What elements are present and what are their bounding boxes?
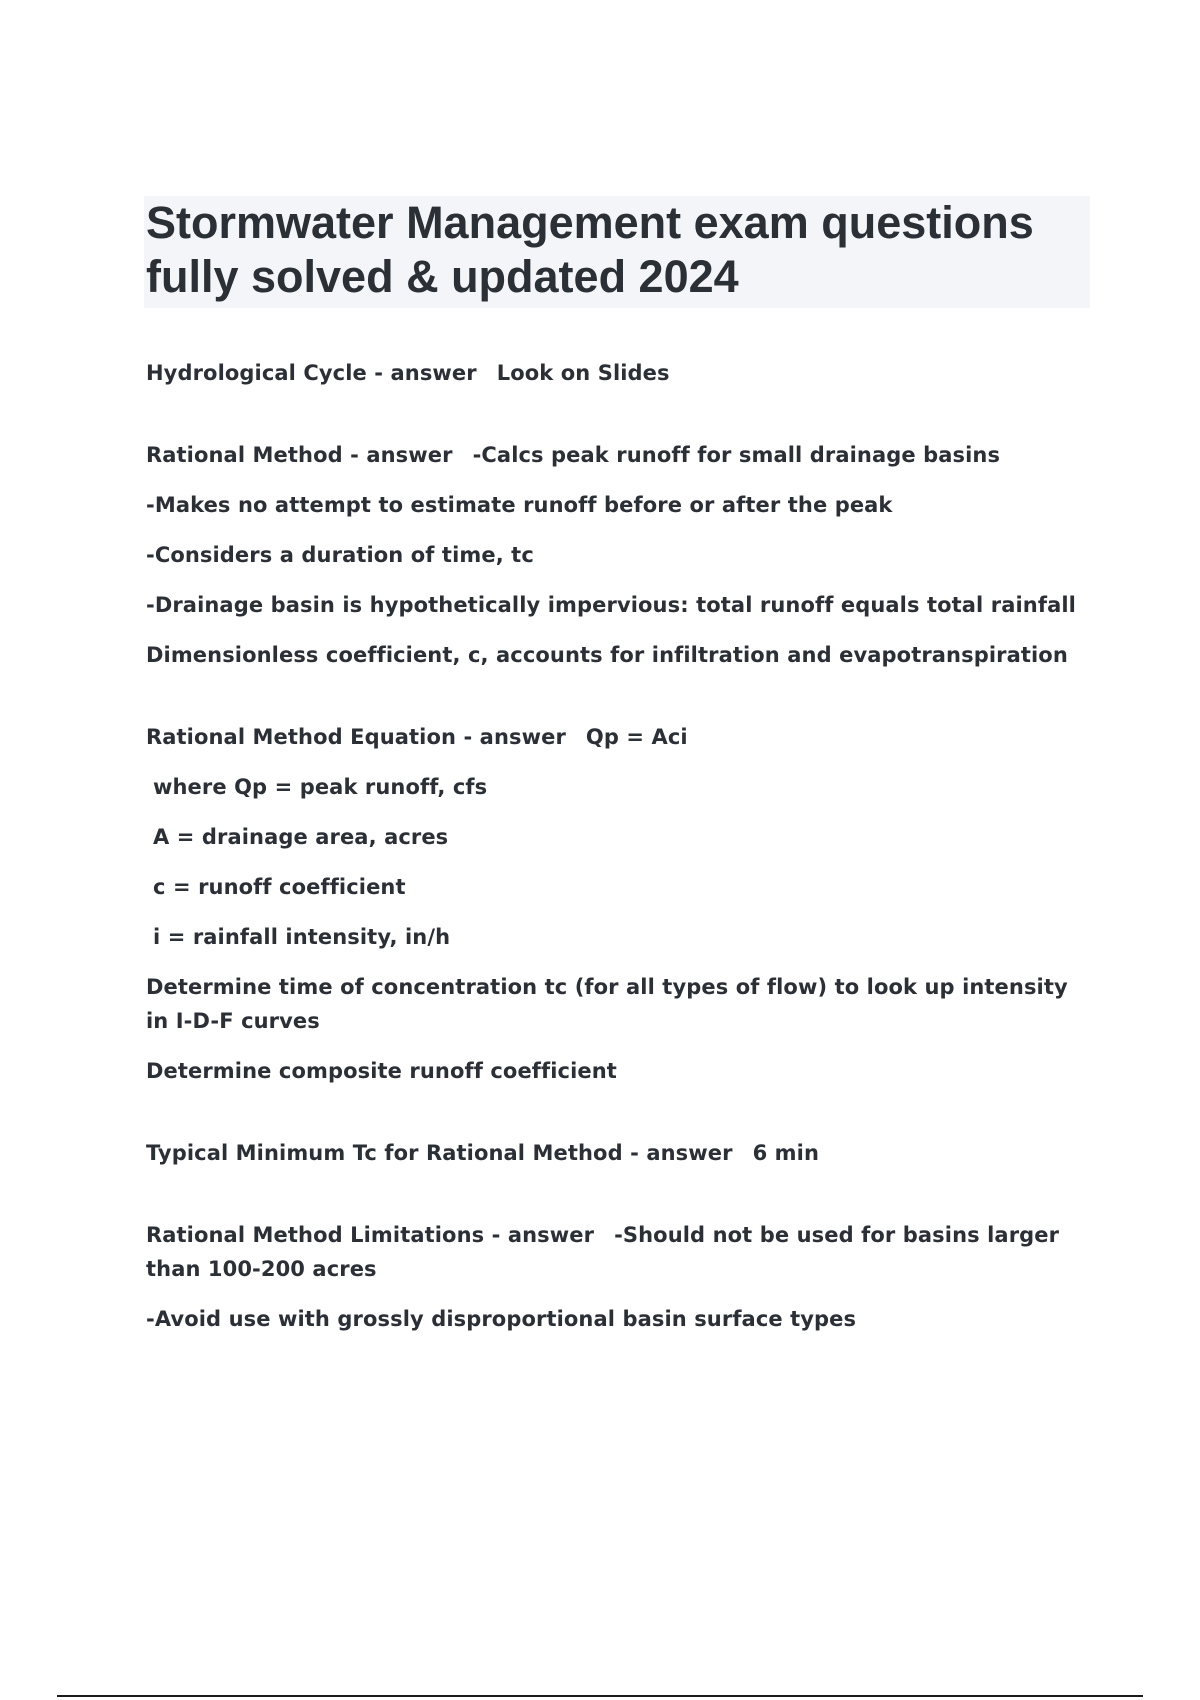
qa-question: Typical Minimum Tc for Rational Method - answer (146, 1141, 733, 1165)
qa-question-line (146, 356, 1090, 390)
qa-answer-line: where Qp = peak runoff, cfs (153, 775, 488, 799)
qa-item (146, 720, 1090, 1088)
qa-question: Hydrological Cycle - answer (146, 361, 477, 385)
qa-question-line (146, 438, 1090, 472)
qa-answer-line: Determine composite runoff coefficient (146, 1059, 617, 1083)
footer-divider (57, 1695, 1143, 1697)
qa-answer-line: i = rainfall intensity, in/h (153, 925, 451, 949)
qa-answer-line: A = drainage area, acres (153, 825, 449, 849)
qa-question: Rational Method Equation - answer (146, 725, 566, 749)
qa-answer: Qp = Aci (585, 725, 688, 749)
qa-answer-line: Determine time of concentration tc (for all types of flow) to look up intensity in I-D-F curves (146, 975, 1068, 1033)
qa-answer-line: -Considers a duration of time, tc (146, 543, 534, 567)
qa-item (146, 1136, 1090, 1170)
qa-answer-line: -Avoid use with grossly disproportional basin surface types (146, 1307, 857, 1331)
qa-list (146, 356, 1090, 1384)
document-title: Stormwater Management exam questions fully solved & updated 2024 (146, 197, 1034, 302)
qa-question: Rational Method - answer (146, 443, 453, 467)
qa-question: Rational Method Limitations - answer (146, 1223, 595, 1247)
qa-answer: -Calcs peak runoff for small drainage basins (472, 443, 1001, 467)
qa-answer-line: -Drainage basin is hypothetically impervious: total runoff equals total rainfall (146, 593, 1076, 617)
qa-answer-line: -Makes no attempt to estimate runoff before or after the peak (146, 493, 893, 517)
qa-item (146, 356, 1090, 390)
qa-answer: Look on Slides (496, 361, 670, 385)
qa-item (146, 1218, 1090, 1336)
qa-question-line (146, 720, 1090, 754)
qa-answer-line: Dimensionless coefficient, c, accounts for infiltration and evapotranspiration (146, 643, 1068, 667)
qa-answer-line: c = runoff coefficient (153, 875, 406, 899)
qa-answer: 6 min (752, 1141, 820, 1165)
qa-question-line (146, 1136, 1090, 1170)
qa-item (146, 438, 1090, 672)
qa-answer: -Should not be used for basins larger than 100-200 acres (146, 1223, 1060, 1281)
qa-question-line (146, 1218, 1090, 1286)
